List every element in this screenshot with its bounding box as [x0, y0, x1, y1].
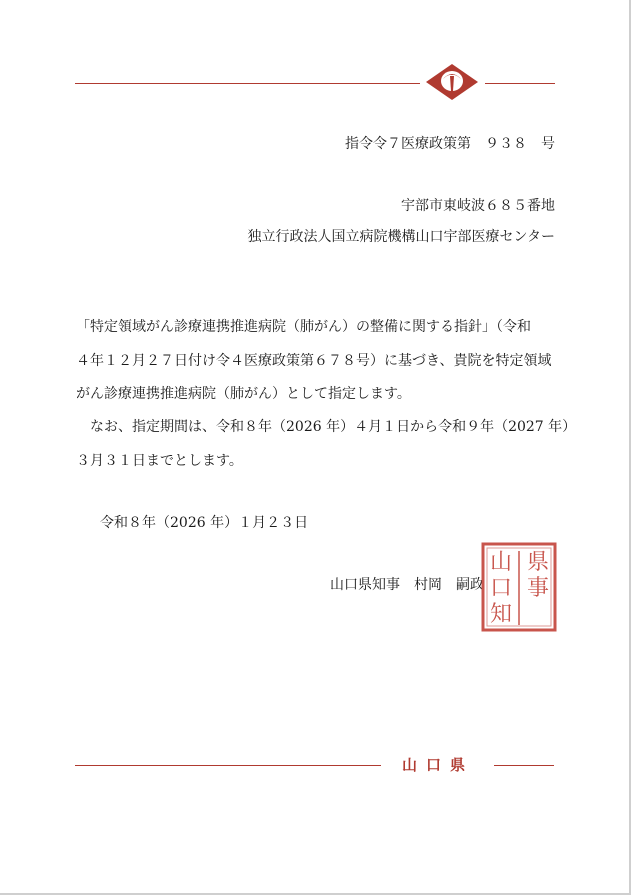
signatory: 山口県知事 村岡 嗣政: [330, 577, 484, 593]
body-line: なお、指定期間は、令和８年（2026 年）４月１日から令和９年（2027 年）: [76, 419, 577, 435]
footer-rule-left: [75, 765, 381, 766]
svg-text:山: 山: [489, 550, 513, 575]
body-line: がん診療連携推進病院（肺がん）として指定します。: [76, 386, 411, 402]
prefecture-emblem-icon: [424, 62, 480, 102]
body-line: ４年１２月２７日付け令４医療政策第６７８号）に基づき、貴院を特定領域: [76, 353, 552, 369]
issue-date: 令和８年（2026 年）１月２３日: [100, 515, 309, 531]
governor-seal-icon: [480, 541, 558, 633]
recipient-name: 独立行政法人国立病院機構山口宇部医療センター: [247, 229, 555, 245]
svg-text:事: 事: [526, 576, 550, 601]
svg-text:口: 口: [489, 576, 513, 601]
header-rule-left: [75, 83, 420, 84]
header-rule-right: [485, 83, 555, 84]
body-line: ３月３１日までとします。: [76, 453, 243, 469]
recipient-address: 宇部市東岐波６８５番地: [401, 198, 555, 214]
body-line: 「特定領域がん診療連携推進病院（肺がん）の整備に関する指針」（令和: [76, 319, 531, 335]
svg-text:知: 知: [489, 602, 513, 627]
document-number: 指令令７医療政策第 ９３８ 号: [345, 136, 555, 152]
footer-prefecture-name: 山口県: [401, 756, 474, 774]
footer-rule-right: [494, 765, 554, 766]
svg-text:県: 県: [526, 550, 550, 575]
